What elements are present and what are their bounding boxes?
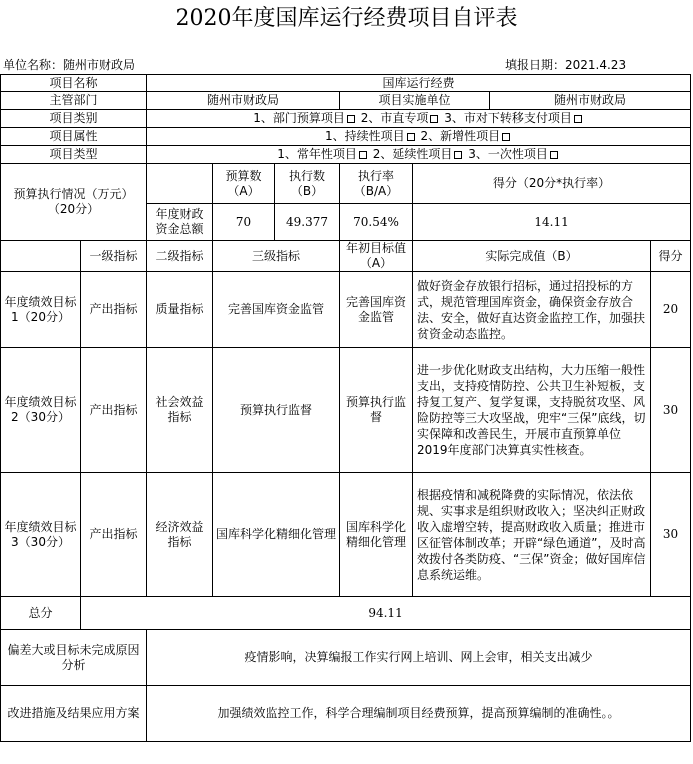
level2-header: 二级指标	[147, 241, 213, 272]
goal-header-blank	[1, 241, 81, 272]
deviation-label: 偏差大或目标未完成原因分析	[1, 630, 147, 686]
type-option-1: 1、常年性项目	[277, 147, 357, 161]
goal-level2: 质量指标	[147, 272, 213, 348]
score-header: 得分	[651, 241, 691, 272]
fund-total-label: 年度财政资金总额	[147, 204, 213, 241]
unit-name: 单位名称：随州市财政局	[3, 58, 136, 72]
goal-score: 30	[651, 348, 691, 473]
row-attribute	[1, 128, 691, 146]
budget-header: 预算数（A）	[213, 164, 275, 204]
attribute-options	[147, 128, 691, 146]
goal-score: 20	[651, 272, 691, 348]
impl-label: 项目实施单位	[340, 92, 490, 110]
evaluation-table	[0, 74, 691, 742]
improvement-label: 改进措施及结果应用方案	[1, 686, 147, 742]
goal-level3: 国库科学化精细化管理	[213, 473, 340, 597]
category-option-3: 3、市对下转移支付项目	[444, 111, 572, 125]
actual-header: 实际完成值（B）	[413, 241, 651, 272]
budget-score-header: 得分（20分*执行率）	[413, 164, 691, 204]
level1-header: 一级指标	[81, 241, 147, 272]
row-goal-1	[1, 272, 691, 348]
goal-score: 30	[651, 473, 691, 597]
row-indicator-header	[1, 241, 691, 272]
project-name-value: 国库运行经费	[147, 75, 691, 92]
attribute-option-2: 2、新增性项目	[420, 129, 501, 143]
row-total	[1, 597, 691, 630]
checkbox-icon	[359, 151, 367, 159]
level3-header: 三级指标	[213, 241, 340, 272]
type-option-3: 3、一次性项目	[468, 147, 548, 161]
dept-value: 随州市财政局	[147, 92, 340, 110]
exec-value: 49.377	[275, 204, 340, 241]
type-label: 项目类型	[1, 146, 147, 164]
rate-header: 执行率（B/A）	[340, 164, 413, 204]
project-name-label: 项目名称	[1, 75, 147, 92]
goal-name: 年度绩效目标1（20分）	[1, 272, 81, 348]
category-option-1: 1、部门预算项目	[253, 111, 345, 125]
target-header: 年初目标值（A）	[340, 241, 413, 272]
row-budget-header	[1, 164, 691, 204]
goal-level3: 完善国库资金监管	[213, 272, 340, 348]
checkbox-icon	[430, 115, 438, 123]
checkbox-icon	[502, 133, 510, 141]
goal-target: 完善国库资金监管	[340, 272, 413, 348]
goal-level1: 产出指标	[81, 348, 147, 473]
checkbox-icon	[550, 151, 558, 159]
deviation-value: 疫情影响，决算编报工作实行网上培训、网上会审，相关支出减少	[147, 630, 691, 686]
goal-actual: 做好资金存放银行招标，通过招投标的方式，规范管理国库资金，确保资金存放合法、安全，做好直达资金监控工作，加强扶贫资金动态监控。	[413, 272, 651, 348]
goal-level1: 产出指标	[81, 272, 147, 348]
goal-actual: 根据疫情和减税降费的实际情况，依法依规、实事求是组织财政收入；坚决纠正财政收入虚增空转，提高财政收入质量；推进市区征管体制改革；开辟“绿色通道”，及时高效拨付各类防疫、“三保”资金；做好国库信息系统运维。	[413, 473, 651, 597]
budget-label: 预算执行情况（万元）（20分）	[1, 164, 147, 241]
type-option-2: 2、延续性项目	[372, 147, 453, 161]
checkbox-icon	[454, 151, 462, 159]
row-improvement	[1, 686, 691, 742]
total-value: 94.11	[81, 597, 691, 630]
goal-actual: 进一步优化财政支出结构，大力压缩一般性支出，支持疫情防控、公共卫生补短板，支持复工复产、复学复课，支持脱贫攻坚、风险防控等三大攻坚战，兜牢“三保”底线，切实保障和改善民生，开展市直预算单位2019年度部门决算真实性核查。	[413, 348, 651, 473]
attribute-label: 项目属性	[1, 128, 147, 146]
goal-target: 国库科学化精细化管理	[340, 473, 413, 597]
row-goal-3	[1, 473, 691, 597]
row-deviation	[1, 630, 691, 686]
attribute-option-1: 1、持续性项目	[324, 129, 405, 143]
category-options	[147, 110, 691, 128]
row-department	[1, 92, 691, 110]
row-goal-2	[1, 348, 691, 473]
row-project-name	[1, 75, 691, 92]
goal-level2: 社会效益指标	[147, 348, 213, 473]
form-title: 2020年度国库运行经费项目自评表	[175, 6, 518, 31]
goal-level2: 经济效益指标	[147, 473, 213, 597]
improvement-value: 加强绩效监控工作，科学合理编制项目经费预算，提高预算编制的准确性。。	[147, 686, 691, 742]
category-label: 项目类别	[1, 110, 147, 128]
rate-value: 70.54%	[340, 204, 413, 241]
total-label: 总分	[1, 597, 81, 630]
goal-name: 年度绩效目标2（30分）	[1, 348, 81, 473]
goal-level3: 预算执行监督	[213, 348, 340, 473]
budget-blank	[147, 164, 213, 204]
budget-value: 70	[213, 204, 275, 241]
report-date: 填报日期：2021.4.23	[505, 58, 627, 72]
row-category	[1, 110, 691, 128]
goal-level1: 产出指标	[81, 473, 147, 597]
checkbox-icon	[574, 115, 582, 123]
checkbox-icon	[407, 133, 415, 141]
impl-value: 随州市财政局	[490, 92, 691, 110]
type-options	[147, 146, 691, 164]
goal-target: 预算执行监督	[340, 348, 413, 473]
budget-score-value: 14.11	[413, 204, 691, 241]
row-type	[1, 146, 691, 164]
goal-name: 年度绩效目标3（30分）	[1, 473, 81, 597]
checkbox-icon	[347, 115, 355, 123]
category-option-2: 2、市直专项	[360, 111, 429, 125]
dept-label: 主管部门	[1, 92, 147, 110]
exec-header: 执行数（B）	[275, 164, 340, 204]
